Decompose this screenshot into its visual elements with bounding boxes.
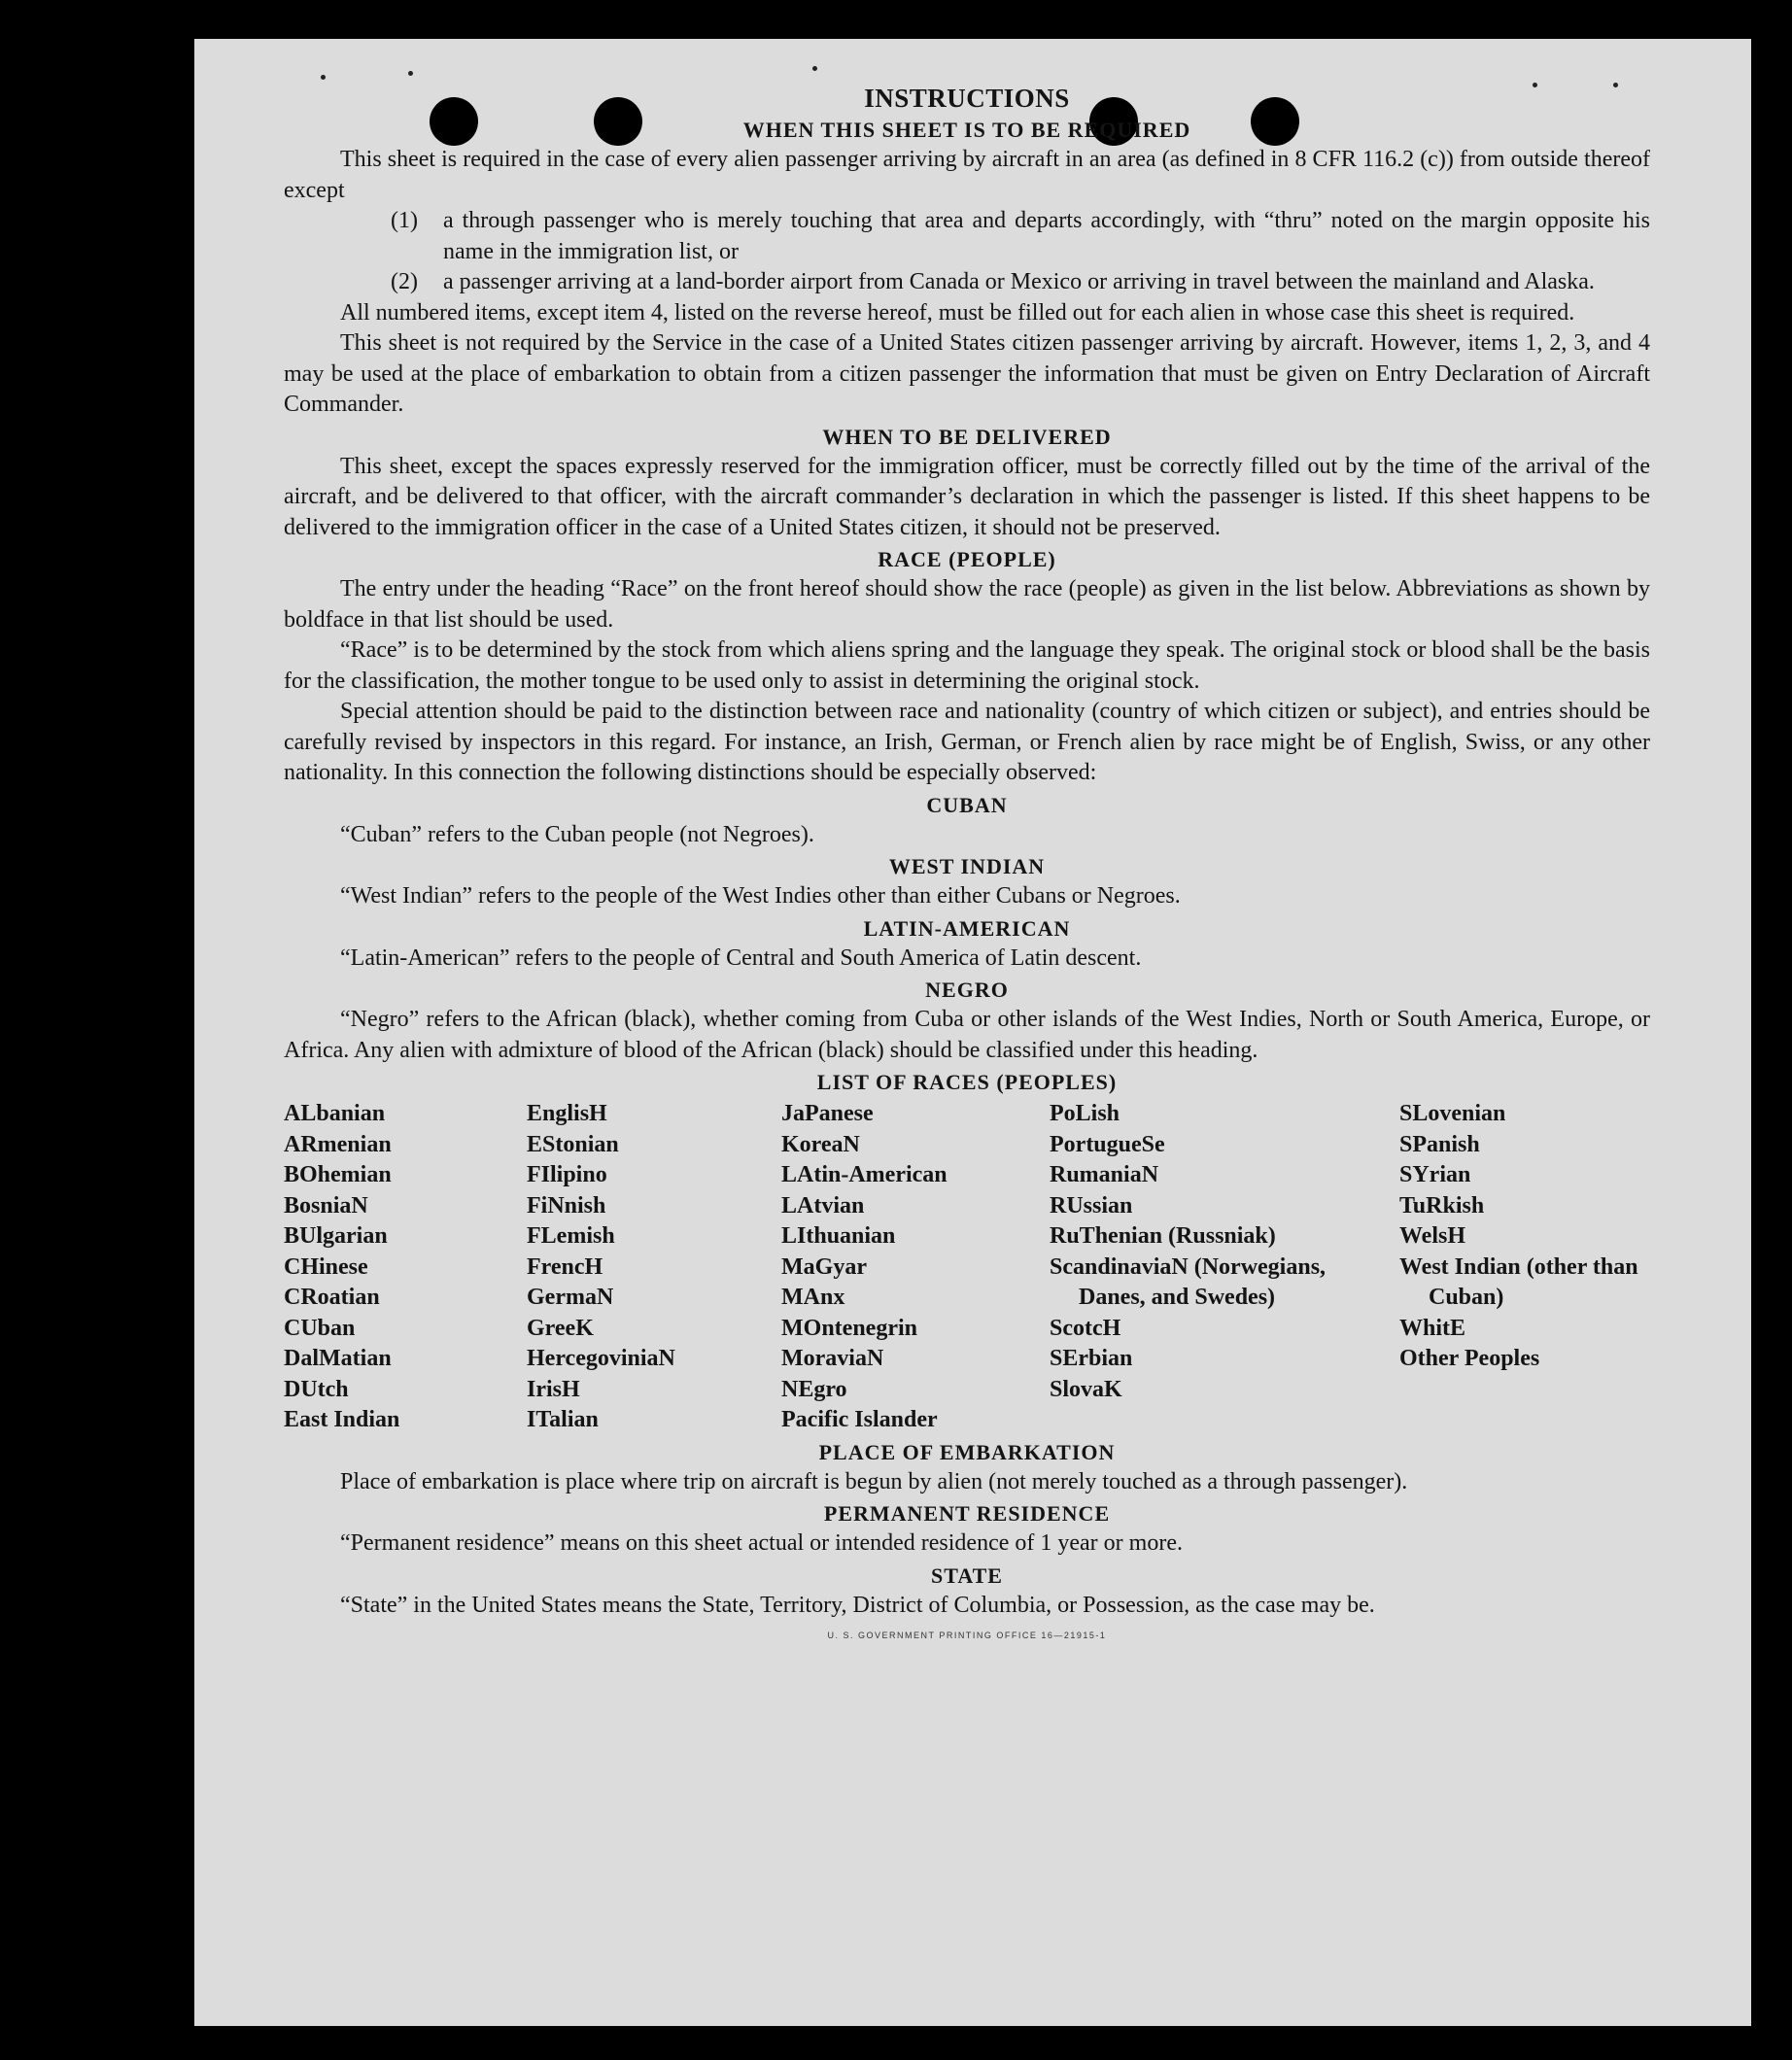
race-item: SLovenian (1399, 1101, 1506, 1126)
section-heading: WHEN TO BE DELIVERED (822, 424, 1112, 449)
paragraph: “State” in the United States means the State, Territory, District of Columbia, or Possession, as the case may be. (340, 1592, 1375, 1618)
race-item: TuRkish (1399, 1192, 1485, 1219)
section-heading: NEGRO (925, 978, 1009, 1002)
race-item: ScandinaviaN (Norwegians, Danes, and Swedes) (1050, 1253, 1327, 1310)
section-heading: LATIN-AMERICAN (863, 915, 1071, 941)
race-item: DUtch (284, 1376, 349, 1402)
printer-imprint: U. S. GOVERNMENT PRINTING OFFICE 16—21915-1 (827, 1631, 1107, 1640)
section-heading: CUBAN (926, 792, 1008, 817)
paragraph: “Cuban” refers to the Cuban people (not Negroes). (340, 821, 814, 847)
list-item (391, 206, 1650, 267)
race-item: CHinese (284, 1253, 368, 1280)
section-heading: PERMANENT RESIDENCE (823, 1501, 1111, 1526)
race-item: East Indian (284, 1407, 400, 1432)
race-item: CUban (284, 1315, 356, 1341)
race-item: RuThenian (Russniak) (1050, 1223, 1276, 1249)
race-item: MAnx (781, 1285, 845, 1310)
race-item: LAtvian (781, 1192, 865, 1219)
race-item: FIlipino (527, 1162, 607, 1187)
race-item: WelsH (1399, 1223, 1466, 1249)
paragraph: Special attention should be paid to the distinction between race and nationality (country of which citizen or subject), and entries should be carefully revised by inspectors in this regard. For instance, an Irish, German, or French alien by race might be of English, Swiss, or any other nationality. In this connection the following distinctions should be especially observed: (284, 699, 1650, 785)
race-item: JaPanese (781, 1101, 874, 1126)
list-item (391, 267, 1650, 298)
race-item: GreeK (527, 1315, 594, 1341)
paragraph: All numbered items, except item 4, listed on the reverse hereof, must be filled out for each alien in whose case this sheet is required. (340, 299, 1575, 326)
race-item: DalMatian (284, 1346, 392, 1371)
race-item: PortugueSe (1050, 1131, 1165, 1157)
race-item: BUlgarian (284, 1223, 388, 1249)
race-item: KoreaN (781, 1131, 860, 1157)
race-item: ScotcH (1050, 1315, 1121, 1341)
race-item: ALbanian (284, 1101, 386, 1126)
document-page (194, 39, 1751, 2026)
race-item: FrencH (527, 1253, 603, 1280)
page-title: INSTRUCTIONS (864, 84, 1070, 113)
race-item: BOhemian (284, 1162, 392, 1187)
paragraph: “West Indian” refers to the people of the West Indies other than either Cubans or Negroes. (340, 883, 1181, 909)
section-heading: WHEN THIS SHEET IS TO BE REQUIRED (742, 118, 1191, 142)
race-item: GermaN (527, 1285, 614, 1310)
race-item: WhitE (1399, 1315, 1466, 1341)
races-column (1050, 1099, 1399, 1436)
speck (408, 71, 413, 76)
paragraph: “Permanent residence” means on this sheet actual or intended residence of 1 year or more. (340, 1530, 1183, 1556)
section-heading: WEST INDIAN (888, 854, 1046, 878)
list-text: a passenger arriving at a land-border airport from Canada or Mexico or arriving in travel between the mainland and Alaska. (443, 269, 1595, 294)
speck (321, 75, 326, 80)
race-item: EnglisH (527, 1101, 607, 1126)
race-item: RUssian (1050, 1192, 1133, 1219)
paragraph: The entry under the heading “Race” on the front hereof should show the race (people) as given in the list below. Abbreviations as shown by boldface in that list should be used. (284, 576, 1650, 633)
race-item: SlovaK (1050, 1376, 1122, 1402)
races-column (284, 1099, 527, 1436)
race-item: RumaniaN (1050, 1162, 1159, 1187)
race-item: MoraviaN (781, 1346, 884, 1371)
paragraph: “Race” is to be determined by the stock from which aliens spring and the language they speak. The original stock or blood shall be the basis for the classification, the mother tongue to be used only to assist in determining the original stock. (284, 637, 1650, 694)
race-item: SYrian (1399, 1162, 1471, 1187)
list-number: (2) (391, 269, 418, 294)
race-item: MaGyar (781, 1253, 867, 1280)
race-item: LIthuanian (781, 1223, 896, 1249)
section-heading: PLACE OF EMBARKATION (818, 1439, 1116, 1464)
race-item: Other Peoples (1399, 1346, 1540, 1371)
paragraph: This sheet, except the spaces expressly reserved for the immigration officer, must be correctly filled out by the time of the arrival of the aircraft, and be delivered to that officer, with the aircraft commander’s declaration in which the passenger is listed. If this sheet happens to be delivered to the immigration officer in the case of a United States citizen, it should not be preserved. (284, 453, 1650, 540)
race-item: SErbian (1050, 1346, 1133, 1371)
section-heading: STATE (931, 1562, 1003, 1588)
instructions-body (284, 84, 1650, 1640)
race-item: ARmenian (284, 1131, 392, 1157)
race-item: CRoatian (284, 1285, 380, 1310)
race-item: SPanish (1399, 1131, 1480, 1157)
races-list (284, 1099, 1650, 1436)
race-item: BosniaN (284, 1192, 368, 1219)
speck (812, 66, 817, 71)
race-item: FLemish (527, 1223, 615, 1249)
list-text: a through passenger who is merely touching that area and departs accordingly, with “thru” noted on the margin opposite his name in the immigration list, or (443, 208, 1650, 264)
paragraph: “Negro” refers to the African (black), whether coming from Cuba or other islands of the West Indies, North or South America, Europe, or Africa. Any alien with admixture of blood of the African (black) should be classified under this heading. (284, 1007, 1650, 1063)
race-item: IrisH (527, 1376, 580, 1402)
races-column (527, 1099, 781, 1436)
race-item: West Indian (other than Cuban) (1399, 1253, 1638, 1310)
race-item: HercegoviniaN (527, 1346, 675, 1371)
race-item: EStonian (527, 1131, 619, 1157)
paragraph: Place of embarkation is place where trip on aircraft is begun by alien (not merely touched as a through passenger). (340, 1468, 1408, 1494)
races-column (781, 1099, 1050, 1436)
race-item: LAtin-American (781, 1162, 948, 1187)
race-item: NEgro (781, 1376, 847, 1402)
race-item: PoLish (1050, 1101, 1120, 1126)
section-heading: LIST OF RACES (PEOPLES) (816, 1070, 1118, 1094)
race-item: FiNnish (527, 1192, 606, 1219)
list-number: (1) (391, 208, 418, 233)
race-item: Pacific Islander (781, 1407, 938, 1432)
races-column (1399, 1099, 1642, 1436)
race-item: ITalian (527, 1407, 599, 1432)
section-heading: RACE (PEOPLE) (878, 547, 1056, 571)
race-item: MOntenegrin (781, 1315, 917, 1341)
paragraph: This sheet is required in the case of every alien passenger arriving by aircraft in an area (as defined in 8 CFR 116.2 (c)) from outside thereof except (284, 147, 1650, 203)
paragraph: This sheet is not required by the Service in the case of a United States citizen passenger arriving by aircraft. However, items 1, 2, 3, and 4 may be used at the place of embarkation to obtain from a citizen passenger the information that must be given on Entry Declaration of Aircraft Commander. (284, 330, 1650, 417)
paragraph: “Latin-American” refers to the people of Central and South America of Latin descent. (340, 944, 1142, 971)
